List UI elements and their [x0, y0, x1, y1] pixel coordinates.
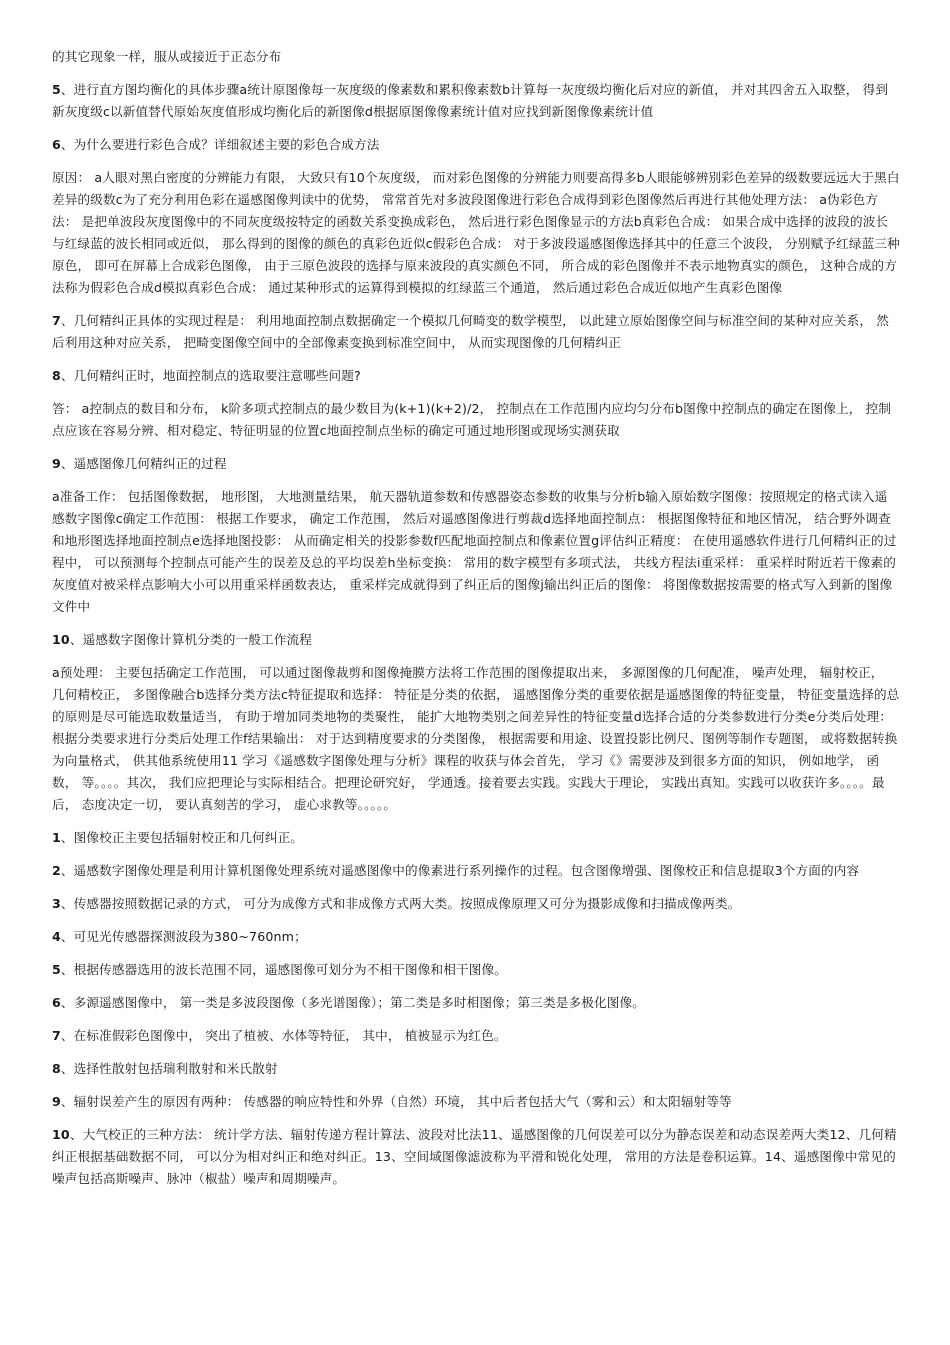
fact-8: 8、选择性散射包括瑞利散射和米氏散射	[52, 1061, 278, 1076]
fact-7: 7、在标准假彩色图像中， 突出了植被、水体等特征， 其中， 植被显示为红色。	[52, 1028, 507, 1043]
item-5-histogram: 5、进行直方图均衡化的具体步骤a统计原图像每一灰度级的像素数和累积像素数b计算每一灰度级均衡化后对应的新值， 并对其四舍五入取整， 得到新灰度级c以新值替代原始灰度值形成均衡化后的新图像d根据原图像像素统计值对应找到新图像像素统计值	[52, 82, 889, 119]
fact-9: 9、辐射误差产生的原因有两种： 传感器的响应特性和外界（自然）环境， 其中后者包括大气（雾和云）和太阳辐射等等	[52, 1094, 732, 1109]
paragraph-continuation: 的其它现象一样，服从或接近于正态分布	[52, 49, 282, 64]
fact-1: 1、图像校正主要包括辐射校正和几何纠正。	[52, 830, 304, 845]
answer-10: a预处理： 主要包括确定工作范围， 可以通过图像裁剪和图像掩膜方法将工作范围的图像提取出来， 多源图像的几何配准， 噪声处理， 辐射校正， 几何精校正， 多图像融合b选择分类方法c特征提取和选择： 特征是分类的依据， 遥感图像分类的重要依据是遥感图像的特征变量， 特征变量选择的总的原则是尽可能选取数量适当， 有助于增加同类地物的类聚性， 能扩大地物类别之间差异性的特征变量d选择合适的分类参数进行分类e分类后处理： 根据分类要求进行分类后处理工作f结果输出： 对于达到精度要求的分类图像， 根据需要和用途、设置投影比例尺、图例等制作专题图， 或将数据转换为向量格式， 供其他系统使用11 学习《遥感数字图像处理与分析》课程的收获与体会首先， 学习《》需要涉及到很多方面的知识， 例如地学， 函数， 等。。。。其次， 我们应把理论与实际相结合。把理论研究好， 学通透。接着要去实践。实践大于理论， 实践出真知。实践可以收获许多。。。。最后， 态度决定一切， 要认真刻苦的学习， 虚心求教等。。。。。	[52, 665, 900, 812]
question-6: 6、为什么要进行彩色合成？详细叙述主要的彩色合成方法	[52, 137, 380, 152]
answer-6: 原因： a人眼对黑白密度的分辨能力有限， 大致只有10个灰度级， 而对彩色图像的分辨能力则要高得多b人眼能够辨别彩色差异的级数要远远大于黑白差异的级数c为了充分利用色彩在遥感图像判读中的优势， 常常首先对多波段图像进行彩色合成得到彩色图像然后再进行其他处理方法： a伪彩色方法： 是把单波段灰度图像中的不同灰度级按特定的函数关系变换成彩色， 然后进行彩色图像显示的方法b真彩色合成： 如果合成中选择的波段的波长与红绿蓝的波长相同或近似， 那么得到的图像的颜色的真彩色近似c假彩色合成： 对于多波段遥感图像选择其中的任意三个波段， 分别赋予红绿蓝三种原色， 即可在屏幕上合成彩色图像， 由于三原色波段的选择与原来波段的真实颜色不同， 所合成的彩色图像并不表示地物真实的颜色， 这种合成的方法称为假彩色合成d模拟真彩色合成： 通过某种形式的运算得到模拟的红绿蓝三个通道， 然后通过彩色合成近似地产生真彩色图像	[52, 170, 900, 295]
fact-2: 2、遥感数字图像处理是利用计算机图像处理系统对遥感图像中的像素进行系列操作的过程。包含图像增强、图像校正和信息提取3个方面的内容	[52, 863, 860, 878]
question-9: 9、遥感图像几何精纠正的过程	[52, 456, 227, 471]
question-8: 8、几何精纠正时，地面控制点的选取要注意哪些问题?	[52, 368, 361, 383]
answer-8: 答： a控制点的数目和分布， k阶多项式控制点的最少数目为(k+1)(k+2)/2， 控制点在工作范围内应均匀分布b图像中控制点的确定在图像上， 控制点应该在容易分辨、相对稳定、特征明显的位置c地面控制点坐标的确定可通过地形图或现场实测获取	[52, 401, 892, 438]
question-10: 10、遥感数字图像计算机分类的一般工作流程	[52, 632, 312, 647]
fact-6: 6、多源遥感图像中， 第一类是多波段图像（多光谱图像）；第二类是多时相图像；第三类是多极化图像。	[52, 995, 645, 1010]
item-7: 7、几何精纠正具体的实现过程是： 利用地面控制点数据确定一个模拟几何畸变的数学模型， 以此建立原始图像空间与标准空间的某种对应关系， 然后利用这种对应关系， 把畸变图像空间中的全部像素变换到标准空间中， 从而实现图像的几何精纠正	[52, 313, 889, 350]
fact-10-14: 10、大气校正的三种方法： 统计学方法、辐射传递方程计算法、波段对比法11、遥感图像的几何误差可以分为静态误差和动态误差两大类12、几何精纠正根据基础数据不同， 可以分为相对纠正和绝对纠正。13、空间域图像滤波称为平滑和锐化处理， 常用的方法是卷积运算。14、遥感图像中常见的噪声包括高斯噪声、脉冲（椒盐）噪声和周期噪声。	[52, 1127, 897, 1186]
document-page	[52, 46, 900, 1201]
answer-9: a准备工作： 包括图像数据， 地形图， 大地测量结果， 航天器轨道参数和传感器姿态参数的收集与分析b输入原始数字图像：按照规定的格式读入遥感数字图像c确定工作范围： 根据工作要求， 确定工作范围， 然后对遥感图像进行剪裁d选择地面控制点： 根据图像特征和地区情况， 结合野外调查和地形图选择地面控制点e选择地图投影： 从而确定相关的投影参数f匹配地面控制点和像素位置g评估纠正精度： 在使用遥感软件进行几何精纠正的过程中， 可以预测每个控制点可能产生的误差及总的平均误差h坐标变换： 常用的数字模型有多项式法， 共线方程法i重采样： 重采样时附近若干像素的灰度值对被采样点影响大小可以用重采样函数表达， 重采样完成就得到了纠正后的图像j输出纠正后的图像： 将图像数据按需要的格式写入到新的图像文件中	[52, 489, 897, 614]
fact-5: 5、根据传感器选用的波长范围不同，遥感图像可划分为不相干图像和相干图像。	[52, 962, 507, 977]
fact-4: 4、可见光传感器探测波段为380~760nm；	[52, 929, 307, 944]
fact-3: 3、传感器按照数据记录的方式， 可分为成像方式和非成像方式两大类。按照成像原理又可分为摄影成像和扫描成像两类。	[52, 896, 741, 911]
